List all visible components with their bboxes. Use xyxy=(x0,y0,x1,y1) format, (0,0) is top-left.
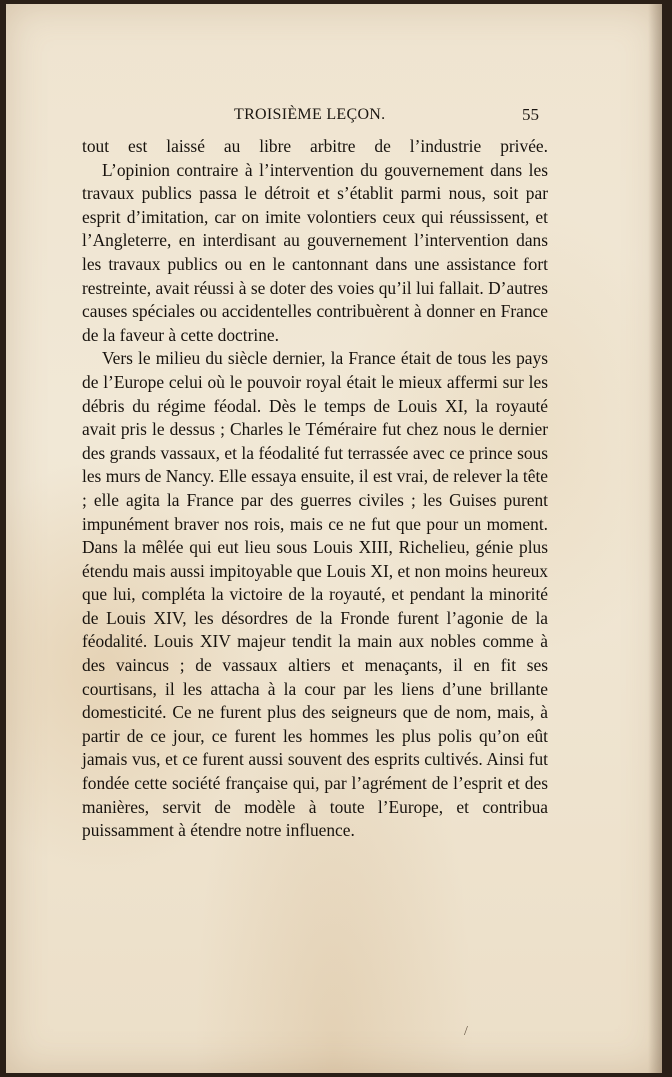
page-edge-shadow xyxy=(648,4,662,1073)
paragraph-history: Vers le milieu du siècle dernier, la France était de tous les pays de l’Europe celui où le pouvoir royal était le mieux affermi sur les débris du régime féodal. Dès le temps de Louis XI, la royauté avait pris le dessus ; Charles le Téméraire fut chez nous le dernier des grands vassaux, et la féodalité fut terrassée avec ce prince sous les murs de Nancy. Elle essaya ensuite, il est vrai, de relever la tête ; elle agita la France par des guerres civiles ; les Guises purent impunément braver nos rois, mais ce ne fut que pour un moment. Dans la mêlée qui eut lieu sous Louis XIII, Richelieu, génie plus étendu mais aussi impitoyable que Louis XI, et non moins heureux que lui, compléta la victoire de la royauté, et pendant la minorité de Louis XIV, les désordres de la Fronde furent l’agonie de la féodalité. Louis XIV majeur tendit la main aux nobles comme à des vaincus ; de vassaux altiers et menaçants, il en fit ses courtisans, il les attacha à la cour par les liens d’une brillante domesticité. Ce ne furent plus des seigneurs que de nom, mais, à partir de ce jour, ce furent les hommes les plus polis qu’on eût jamais vus, et ce furent aussi souvent des esprits cultivés. Ainsi fut fondée cette société française qui, par l’agrément de l’esprit et des manières, servit de modèle à toute l’Europe, et contribua puissamment à étendre notre influence. xyxy=(82,348,548,841)
page-header xyxy=(6,106,662,128)
paragraph-opinion: L’opinion contraire à l’intervention du gouvernement dans les travaux publics passa le détroit et s’établit parmi nous, soit par esprit d’imitation, car on imite volontiers ceux qui réussissent, et l’Angleterre, en interdisant au gouvernement l’intervention dans les travaux publics ou en le cantonnant dans une assistance fort restreinte, avait réussi à se doter des voies qu’il lui fallait. D’autres causes spéciales ou accidentelles contribuèrent à donner en France de la faveur à cette doctrine. xyxy=(82,159,548,345)
body-text xyxy=(82,135,548,843)
stray-mark: / xyxy=(464,1024,468,1039)
running-head: TROISIÈME LEÇON. xyxy=(234,106,386,123)
book-page xyxy=(6,4,662,1073)
page-number: 55 xyxy=(522,105,539,124)
paragraph-continuation: tout est laissé au libre arbitre de l’industrie privée. xyxy=(82,136,548,156)
